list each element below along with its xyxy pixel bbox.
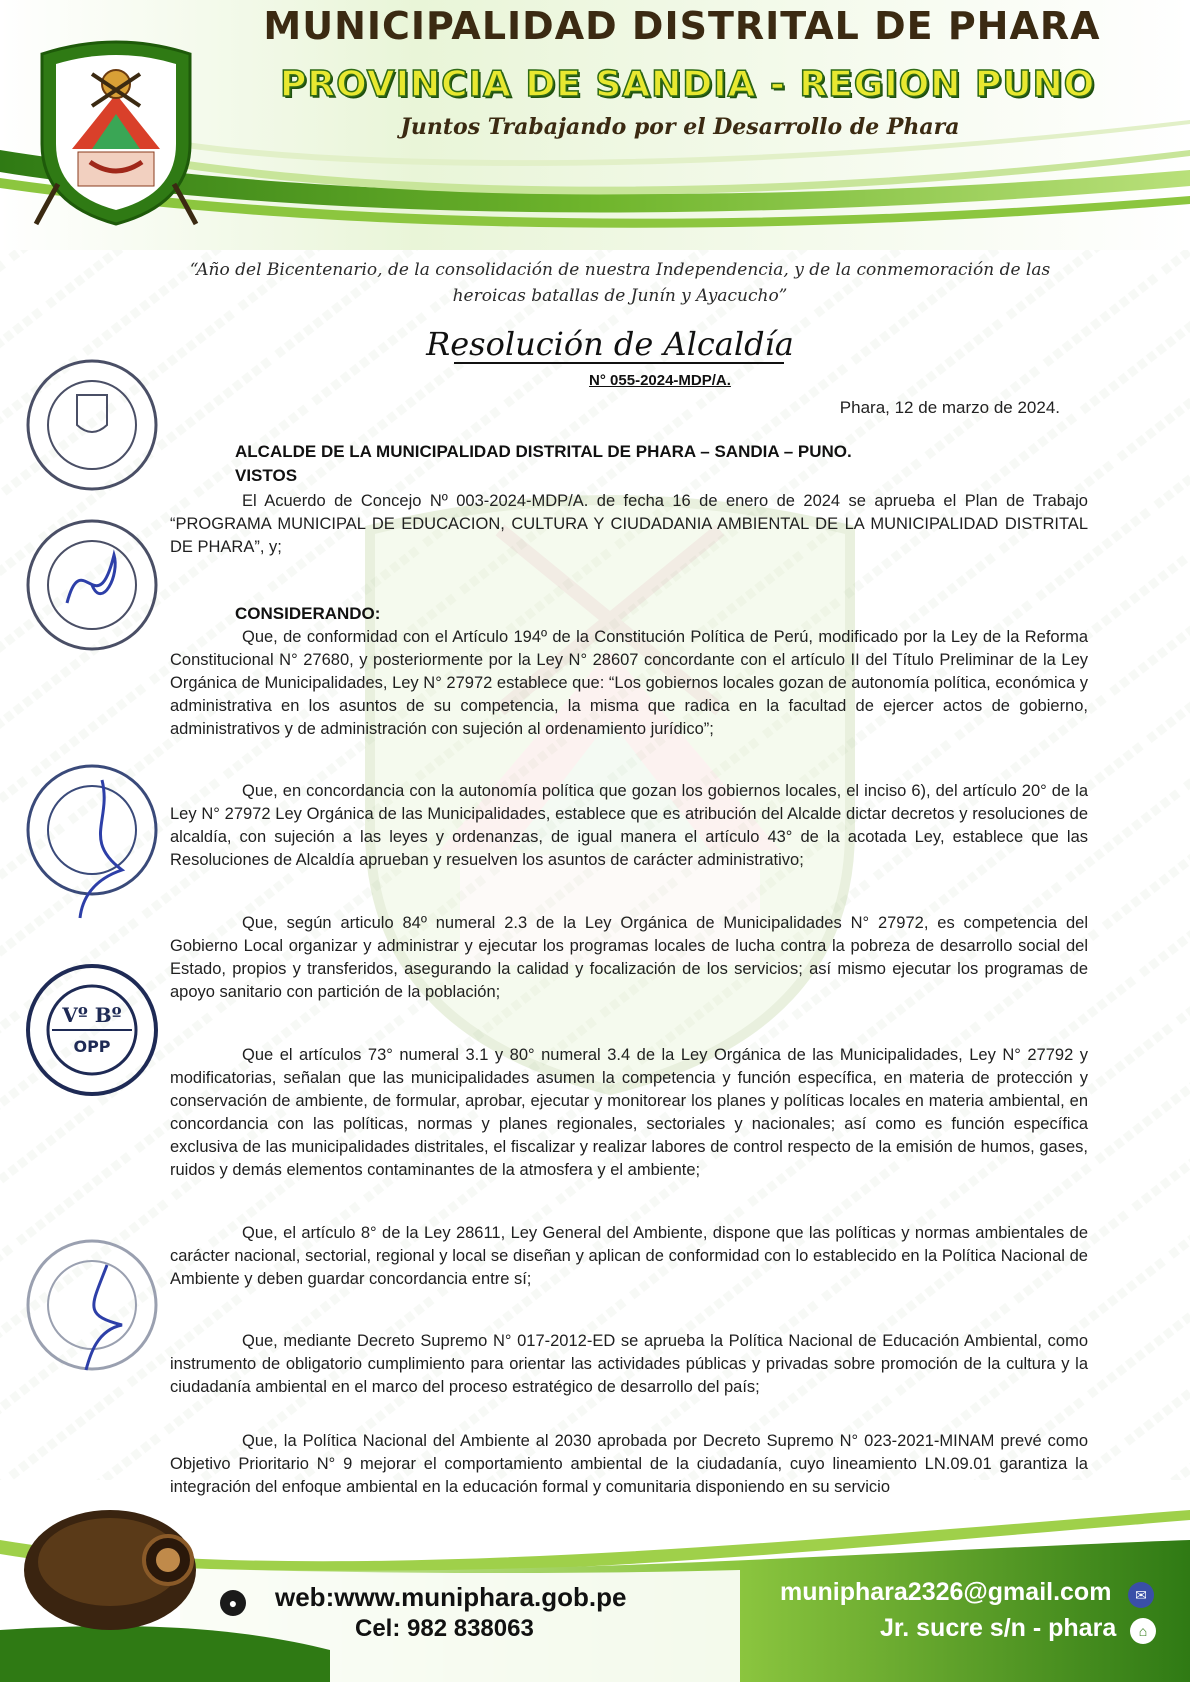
seal-secretario-general bbox=[22, 760, 162, 925]
crest-icon bbox=[32, 34, 200, 230]
envelope-icon: ✉ bbox=[1128, 1582, 1154, 1608]
municipal-slogan: Juntos Trabajando por el Desarrollo de Phara bbox=[400, 114, 960, 140]
considerando-paragraph: Que, mediante Decreto Supremo N° 017-2012-ED se aprueba la Política Nacional de Educación Ambiental, como instrumento de obligatorio cumplimiento para orientar las actividades públicas y privadas sobre promoción de la cultura y la ciudadanía ambiental en el marco del proceso estratégico de desarrollo del país; bbox=[170, 1332, 1088, 1396]
year-motto: “Año del Bicentenario, de la consolidación de nuestra Independencia, y de la conmemoración de las heroicas batallas de Junín y Ayacucho” bbox=[189, 260, 1051, 306]
considerando-paragraph: Que, según articulo 84º numeral 2.3 de la Ley Orgánica de Municipalidades N° 27972, es competencia del Gobierno Local organizar y administrar y ejecutar los programas locales de lucha contra la pobreza de desarrollo social del Estado, propios y transferidos, asegurando la calidad y focalización de los servicios; así mismo ejecutar los programas de apoyo sanitario con partición de la población; bbox=[170, 914, 1088, 1001]
vobo-stamp-text: Vº Bº bbox=[62, 1003, 122, 1027]
vistos-paragraph: El Acuerdo de Concejo Nº 003-2024-MDP/A. de fecha 16 de enero de 2024 se aprueba el Plan de Trabajo “PROGRAMA MUNICIPAL DE EDUCACION, CULTURA Y CIUDADANIA AMBIENTAL DE LA MUNICIPALIDAD DISTRITAL DE PHARA”, y; bbox=[170, 492, 1088, 556]
considerando-paragraph: Que, en concordancia con la autonomía política que gozan los gobiernos locales, el inciso 6), del artículo 20° de la Ley N° 27972 Ley Orgánica de las Municipalidades, establece que es atribución del Alcalde dictar decretos y resoluciones de alcaldía, con sujeción a las leyes y ordenanzas, de igual manera el artículo 43° de la acotada Ley, establece que las Resoluciones de Alcaldía aprueban y resuelven los asuntos de carácter administrativo; bbox=[170, 782, 1088, 869]
footer-website[interactable]: web:www.muniphara.gob.pe bbox=[275, 1582, 627, 1612]
opp-stamp-text: OPP bbox=[73, 1037, 111, 1056]
footer-email[interactable]: muniphara2326@gmail.com bbox=[780, 1578, 1112, 1606]
considerando-paragraph: Que, de conformidad con el Artículo 194º de la Constitución Política de Perú, modificado por la Ley de la Reforma Constitucional N° 27680, y posteriormente por la Ley N° 28607 concordante con el artículo II del Título Preliminar de la Ley Orgánica de Municipalidades, Ley N° 27972 establece que: “Los gobiernos locales gozan de autonomía política, económica y administrativa en los asuntos de su competencia, la misma que radica en la facultad de ejercer actos de gobierno, administrativos y de administración con sujeción al ordenamiento jurídico”; bbox=[170, 628, 1088, 738]
seal-vobo-faded bbox=[22, 1235, 162, 1380]
considerando-paragraph: Que, el artículo 8° de la Ley 28611, Ley General del Ambiente, dispone que las políticas y normas ambientales de carácter nacional, sectorial, regional y local se diseñan y aplican de conformidad con lo establecido en la Política Nacional de Ambiente y deben guardar concordancia entre sí; bbox=[170, 1224, 1088, 1288]
province-region-banner: PROVINCIA DE SANDIA - REGION PUNO bbox=[280, 64, 1096, 105]
considerando-heading: CONSIDERANDO: bbox=[235, 604, 381, 623]
mayor-heading: ALCALDE DE LA MUNICIPALIDAD DISTRITAL DE PHARA – SANDIA – PUNO. bbox=[235, 442, 852, 461]
home-icon: ⌂ bbox=[1130, 1618, 1156, 1644]
municipality-title: MUNICIPALIDAD DISTRITAL DE PHARA bbox=[263, 4, 1101, 48]
miner-helmet-icon bbox=[24, 1510, 196, 1630]
considerando-paragraph: Que, la Política Nacional del Ambiente al 2030 aprobada por Decreto Supremo N° 023-2021-MINAM prevé como Objetivo Prioritario N° 9 mejorar el comportamiento ambiental de la ciudadanía, cuyo lineamiento LN.09.01 garantiza la integración del enfoque ambiental en la educación formal y comunitaria disponiendo en su servicio bbox=[170, 1432, 1088, 1496]
document-title: Resolución de Alcaldía bbox=[426, 325, 794, 363]
seal-unidad bbox=[22, 515, 162, 660]
vistos-heading: VISTOS bbox=[235, 466, 298, 485]
resolution-number: N° 055-2024-MDP/A. bbox=[589, 372, 731, 389]
seal-alcaldia bbox=[22, 355, 162, 500]
title-underline bbox=[454, 362, 784, 364]
user-circle-icon: ● bbox=[220, 1590, 246, 1616]
municipal-crest bbox=[32, 34, 200, 230]
seal-vobo-opp bbox=[22, 960, 162, 1105]
document-date: Phara, 12 de marzo de 2024. bbox=[839, 398, 1060, 417]
footer-phone: Cel: 982 838063 bbox=[355, 1615, 534, 1642]
footer-address: Jr. sucre s/n - phara bbox=[880, 1614, 1117, 1642]
considerando-paragraph: Que el artículos 73° numeral 3.1 y 80° numeral 3.4 de la Ley Orgánica de las Municipalidades, Ley N° 27792 y modificatorias, señalan que las municipalidades asumen la competencia y función específica, en materia de protección y conservación de ambiente, de formular, aprobar, ejecutar y monitorear los planes y políticas locales en materia ambiental, en concordancia con las políticas, normas y planes regionales, sectoriales y nacionales; así como es función específica exclusiva de las municipalidades distritales, el fiscalizar y realizar labores de control respecto de la emisión de humos, gases, ruidos y demás elementos contaminantes de la atmosfera y el ambiente; bbox=[170, 1046, 1088, 1179]
